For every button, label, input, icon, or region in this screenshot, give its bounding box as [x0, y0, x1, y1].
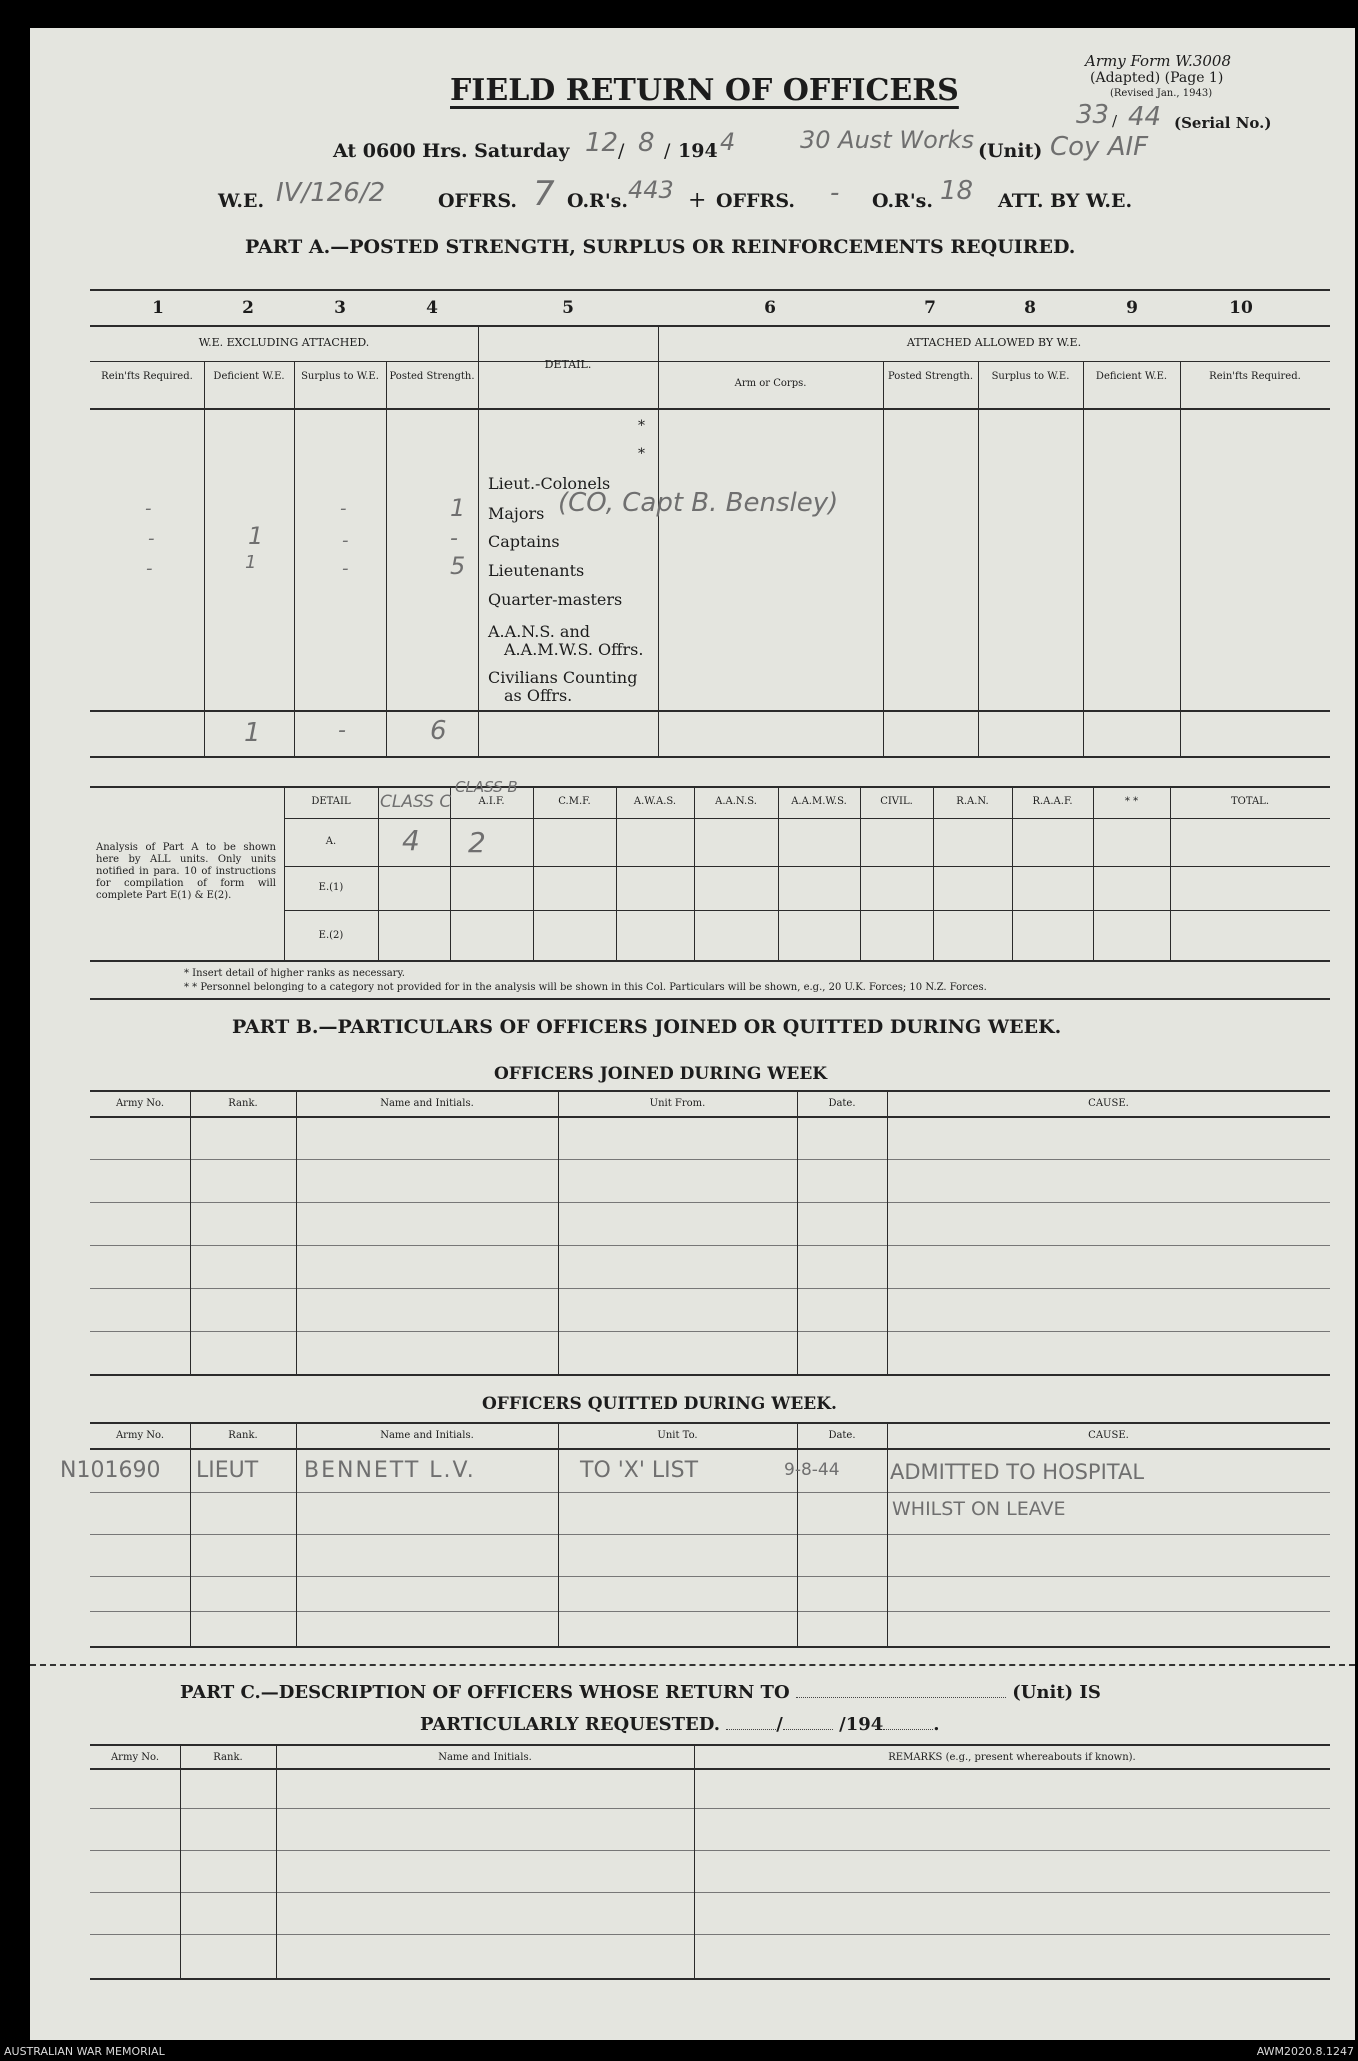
hw-c4-r3: 5: [450, 552, 466, 580]
footnote-2: * * Personnel belonging to a category not provided for in the analysis will be shown in this Col. Particulars will be shown, e.g., 20 U.K. Forces; 10 N.Z. Forces.: [184, 982, 987, 993]
quitted-heading: OFFICERS QUITTED DURING WEEK.: [482, 1394, 837, 1414]
unit-handwritten: 30 Aust Works: [800, 126, 975, 154]
rank-as-offrs: as Offrs.: [504, 686, 573, 705]
total-surplus: -: [338, 718, 346, 743]
star-1: *: [638, 418, 645, 434]
hdr-att-deficient: Deficient W.E.: [1095, 371, 1168, 382]
footnote-1: * Insert detail of higher ranks as necessary.: [184, 968, 405, 979]
plus-sign: +: [688, 188, 707, 213]
part-c-line2-b: /194: [839, 1714, 884, 1735]
adapted-label: (Adapted) (Page 1): [1090, 70, 1224, 86]
rank-civilians: Civilians Counting: [488, 668, 638, 687]
col-num-6: 6: [764, 298, 776, 318]
col-num-4: 4: [426, 298, 438, 318]
part-c-unit-blank[interactable]: [796, 1697, 1006, 1698]
unit-label: (Unit): [978, 140, 1043, 162]
at-label: At 0600 Hrs. Saturday: [333, 140, 570, 162]
ors2-value: 18: [940, 176, 974, 206]
hw-c1-r1: -: [145, 498, 152, 519]
hw-c3-r3: -: [342, 558, 349, 579]
offrs2-value: -: [830, 178, 840, 208]
col-num-7: 7: [924, 298, 936, 318]
q-hdr-rank: Rank.: [228, 1430, 258, 1441]
q-entry-cause-1: ADMITTED TO HOSPITAL: [890, 1460, 1145, 1484]
star-2: *: [638, 446, 645, 462]
j-hdr-cause: CAUSE.: [1088, 1098, 1129, 1109]
total-deficient: 1: [244, 718, 261, 748]
att-label: ATT. BY W.E.: [998, 190, 1133, 212]
hw-c1-r3: -: [146, 558, 153, 579]
hw-c4-r2: -: [450, 526, 458, 551]
form-page: Army Form W.3008 (Adapted) (Page 1) (Revised Jan., 1943) 33 / 44 (Serial No.) FIELD RETURN OF OFFICERS At 0600 Hrs. Saturday 12 / 8 / 194 4 30 Aust Works (Unit) Coy AIF W.E. IV/126/2 OFFRS. 7 O.R's. 443 + OFFRS. - O.R's. 18 ATT. BY W.E. PART A.—POSTED STRENGTH, SURPLUS OR REINFORCEMENTS REQUIRED. 1 2 3 4 5 6 7 8 9 10 W.E. EXCLUDING ATTACHED. DETAIL. ATTACHED ALLOWED BY W.E. Rein'fts Required. Deficient W.E. Surplus to W.E. Posted Strength. Arm or Corps. Posted Strength. Surplus to W.E. Deficient W.E. Rein'fts Required. * * Lieut.-Colonels Majors Captains Lieutenants Quarter-masters A.A.N.S. and A.A.M.W.S. Offrs. Civilians Counting as Offrs. (CO, Capt B. Bensley) - - - 1 1 - - - 1 - 5 1 - 6 Analysis of Part A to be shown here by ALL units. Only units notified in para. 10 of instructions for compilation of form will complete Part E(1) & E(2). DETAIL A.I.F. C.M.F. A.W.A.S. A.A.N.S. A.A.M.W.S. CIVIL. R.A.N. R.A.A.F. * * TOTAL. CLASS C CLASS B A. E.(1) E.(2) 4 2 * Insert detail of higher ranks as necessary. * * Personnel belonging to a category not provided for in the analysis will be shown in this Col. Particulars will be shown, e.g., 20 U.K. Forces; 10 N.Z. Forces. PART B.—PARTICULARS OF OFFICERS JOINED OR QUITTED DURING WEEK. OFFICERS JOINED DURING WEEK Army No. Rank. Name and Initials. Unit From. Date. CAUSE. OFFICERS QUITTED DURING WEEK. Army No. Rank. Name and Initials. Unit To. Date. CAUSE. N101690 LIEUT BENNETT L.V. TO 'X' LIST 9-8-44 ADMITTED TO HOSPITAL WHILST ON LEAVE PART C.—DESCRIPTION OF OFFICERS WHOSE RETURN TO (Unit) IS PARTICULARLY REQUESTED. / /194 . Army No. Rank. Name and Initials. REMARKS (e.g., present whereabouts if known).: [30, 28, 1355, 2040]
j-hdr-name: Name and Initials.: [380, 1098, 474, 1109]
col-num-2: 2: [242, 298, 254, 318]
attached-allowed-header: ATTACHED ALLOWED BY W.E.: [906, 336, 1082, 349]
hdr-deficient: Deficient W.E.: [213, 371, 285, 382]
rank-quartermasters: Quarter-masters: [488, 590, 623, 609]
revised-label: (Revised Jan., 1943): [1110, 88, 1213, 99]
part-a-heading: PART A.—POSTED STRENGTH, SURPLUS OR REINFORCEMENTS REQUIRED.: [245, 236, 1076, 258]
an-row-e1: E.(1): [318, 882, 344, 893]
part-c-date-blank-3[interactable]: [883, 1729, 933, 1730]
col-num-10: 10: [1229, 298, 1253, 318]
date-year: 194: [678, 140, 718, 162]
q-entry-name: BENNETT L.V.: [304, 1458, 476, 1483]
c-hdr-remarks: REMARKS (e.g., present whereabouts if known).: [888, 1752, 1136, 1763]
offrs-label: OFFRS.: [438, 190, 517, 212]
c-hdr-rank: Rank.: [213, 1752, 243, 1763]
an-hdr-detail: DETAIL: [311, 796, 351, 807]
rank-lieutenants: Lieutenants: [488, 561, 585, 580]
serial-num: 33: [1076, 100, 1110, 130]
total-posted: 6: [430, 716, 447, 746]
ors-value: 443: [628, 176, 674, 204]
q-entry-unit-to: TO 'X' LIST: [580, 1458, 699, 1483]
c-hdr-name: Name and Initials.: [438, 1752, 532, 1763]
part-c-line1-b: (Unit) IS: [1012, 1682, 1101, 1703]
an-hdr-awas: A.W.A.S.: [633, 796, 677, 807]
col-num-3: 3: [334, 298, 346, 318]
hdr-arm-corps: Arm or Corps.: [734, 378, 807, 389]
cut-line: [30, 1664, 1355, 1666]
an-hdr-aif: A.I.F.: [478, 796, 505, 807]
part-b-heading: PART B.—PARTICULARS OF OFFICERS JOINED OR QUITTED DURING WEEK.: [232, 1016, 1062, 1038]
we-value: IV/126/2: [276, 178, 386, 208]
hdr-posted-strength: Posted Strength.: [389, 371, 475, 382]
q-entry-date: 9-8-44: [784, 1460, 840, 1480]
ors2-label: O.R's.: [872, 190, 933, 212]
rank-captains: Captains: [488, 532, 560, 551]
footer-left: AUSTRALIAN WAR MEMORIAL: [4, 2045, 165, 2058]
an-hdr-aans: A.A.N.S.: [715, 796, 757, 807]
hw-majors-note: (CO, Capt B. Bensley): [558, 488, 839, 518]
q-hdr-cause: CAUSE.: [1088, 1430, 1129, 1441]
an-hdr-cmf: C.M.F.: [558, 796, 591, 807]
col-num-5: 5: [562, 298, 574, 318]
c-hdr-army-no: Army No.: [110, 1752, 160, 1763]
q-entry-army-no: N101690: [60, 1458, 161, 1483]
part-c-line1: [180, 1682, 1101, 1703]
j-hdr-date: Date.: [828, 1098, 856, 1109]
part-c-line2-a: PARTICULARLY REQUESTED.: [420, 1714, 720, 1735]
date-month: 8: [638, 128, 655, 158]
an-a-value-2: 2: [468, 826, 486, 859]
hdr-att-surplus: Surplus to W.E.: [991, 371, 1070, 382]
we-excluding-header: W.E. EXCLUDING ATTACHED.: [198, 336, 370, 349]
rank-majors: Majors: [488, 504, 545, 523]
hw-c3-r1: -: [340, 498, 347, 519]
form-title: FIELD RETURN OF OFFICERS: [450, 73, 959, 108]
j-hdr-unit-from: Unit From.: [649, 1098, 706, 1109]
q-hdr-unit-to: Unit To.: [657, 1430, 698, 1441]
j-hdr-rank: Rank.: [228, 1098, 258, 1109]
joined-heading: OFFICERS JOINED DURING WEEK: [494, 1064, 828, 1084]
offrs2-label: OFFRS.: [716, 190, 795, 212]
an-hdr-total: TOTAL.: [1230, 796, 1270, 807]
q-entry-cause-2: WHILST ON LEAVE: [892, 1498, 1066, 1520]
analysis-note: Analysis of Part A to be shown here by ALL units. Only units notified in para. 10 of instructions for compilation of form will complete Part E(1) & E(2).: [96, 842, 276, 901]
j-hdr-army-no: Army No.: [115, 1098, 165, 1109]
serial-label: (Serial No.): [1174, 114, 1272, 132]
rank-lieut-colonels: Lieut.-Colonels: [488, 474, 611, 493]
col-num-8: 8: [1024, 298, 1036, 318]
col-num-1: 1: [152, 298, 164, 318]
army-form-label: Army Form W.3008: [1085, 52, 1231, 70]
hw-c1-r2: -: [148, 528, 155, 549]
q-hdr-name: Name and Initials.: [380, 1430, 474, 1441]
rank-aans: A.A.N.S. and: [488, 622, 590, 641]
an-hdr-ran: R.A.N.: [956, 796, 989, 807]
an-hdr-other: * *: [1124, 796, 1139, 807]
hdr-surplus: Surplus to W.E.: [301, 371, 379, 382]
unit-handwritten-2: Coy AIF: [1050, 132, 1149, 162]
q-hdr-army-no: Army No.: [115, 1430, 165, 1441]
offrs-value: 7: [533, 174, 555, 214]
hw-c2-r1: 1: [248, 522, 264, 550]
detail-header: DETAIL.: [544, 358, 592, 371]
hdr-reinfts-required: Rein'fts Required.: [101, 371, 193, 382]
an-hdr-raaf: R.A.A.F.: [1032, 796, 1073, 807]
part-c-date-blank-2[interactable]: [783, 1729, 833, 1730]
an-a-value-1: 4: [402, 824, 420, 857]
hw-c3-r2: -: [342, 530, 349, 551]
an-row-e2: E.(2): [318, 930, 344, 941]
part-c-line2: PARTICULARLY REQUESTED. / /194 .: [420, 1714, 940, 1735]
part-c-line1-a: PART C.—DESCRIPTION OF OFFICERS WHOSE RETURN TO: [180, 1682, 790, 1703]
q-hdr-date: Date.: [828, 1430, 856, 1441]
an-hdr-civil: CIVIL.: [880, 796, 913, 807]
hw-c2-r2: 1: [245, 552, 257, 573]
hw-c4-r1: 1: [450, 494, 466, 522]
date-day: 12: [585, 128, 619, 158]
q-entry-rank: LIEUT: [196, 1458, 259, 1483]
an-hdr-aamws: A.A.M.W.S.: [791, 796, 847, 807]
an-row-a: A.: [325, 836, 337, 847]
hdr-att-reinfts: Rein'fts Required.: [1209, 371, 1301, 382]
date-year-hw: 4: [720, 128, 736, 156]
hw-class-c: CLASS C: [380, 792, 452, 812]
ors-label: O.R's.: [567, 190, 628, 212]
hw-class-b: CLASS B: [455, 778, 518, 796]
serial-den: 44: [1128, 102, 1162, 132]
part-c-date-blank-1[interactable]: [726, 1729, 776, 1730]
rank-aamws: A.A.M.W.S. Offrs.: [504, 640, 644, 659]
col-num-9: 9: [1126, 298, 1138, 318]
we-label: W.E.: [218, 190, 265, 212]
footer-right: AWM2020.8.1247: [1256, 2045, 1354, 2058]
hdr-att-posted: Posted Strength.: [887, 371, 974, 382]
